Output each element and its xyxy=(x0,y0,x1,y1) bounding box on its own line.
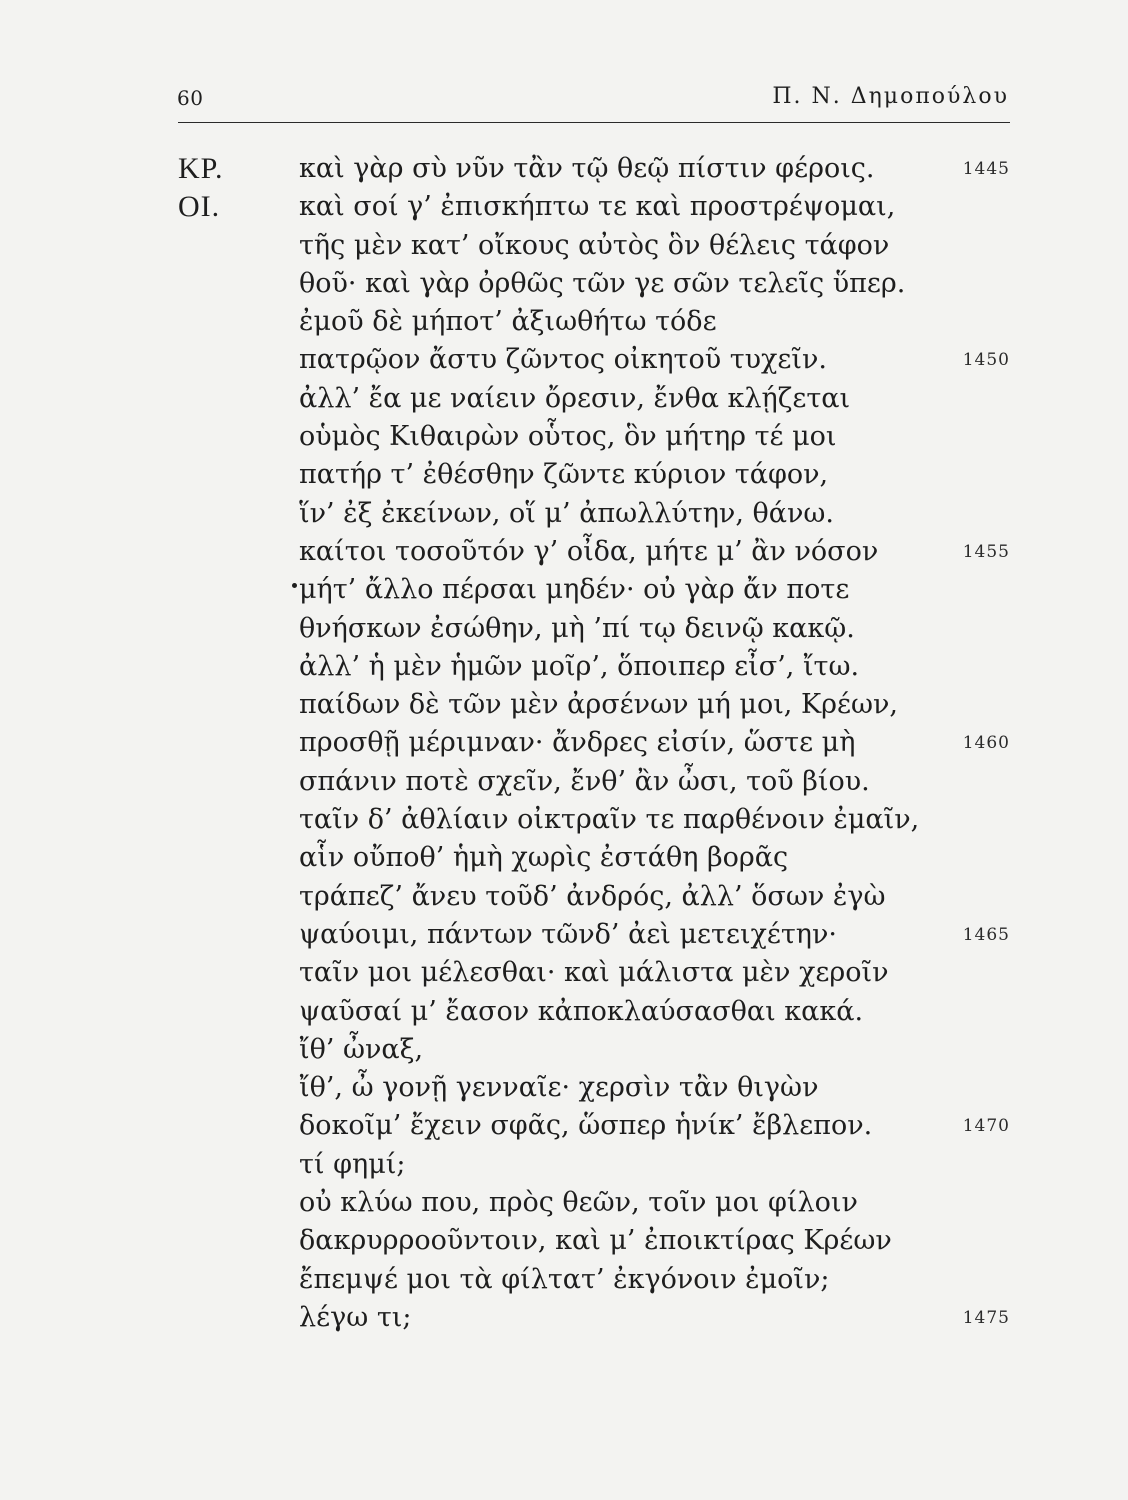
verse-text: καὶ σοί γ’ ἐπισκήπτω τε καὶ προστρέψομαι, xyxy=(299,191,896,223)
page-number: 60 xyxy=(177,86,204,110)
verse-line xyxy=(178,801,1010,839)
verse-line xyxy=(178,495,1010,533)
page-header xyxy=(177,80,1009,120)
verse-line xyxy=(178,1261,1010,1299)
verse-line xyxy=(178,878,1010,916)
verse-line xyxy=(178,839,1010,877)
speaker-label: ΟΙ. xyxy=(178,190,221,224)
verse-text: δακρυρροοῦντοιν, καὶ μ’ ἐποικτίρας Κρέων xyxy=(299,1225,892,1257)
verse-line xyxy=(178,916,1010,954)
verse-text: τί φημί; xyxy=(299,1148,406,1180)
verse-text: οὑμὸς Κιθαιρὼν οὗτος, ὃν μήτηρ τέ μοι xyxy=(299,421,837,453)
verse-line xyxy=(178,1299,1010,1337)
line-number: 1470 xyxy=(962,1116,1010,1137)
verse-line xyxy=(178,380,1010,418)
verse-text: αἷν οὔποθ’ ἡμὴ χωρὶς ἐστάθη βορᾶς xyxy=(299,842,789,874)
verse-text: ἀλλ’ ἡ μὲν ἡμῶν μοῖρ’, ὅποιπερ εἶσ’, ἴτω. xyxy=(299,650,860,682)
verse-line xyxy=(178,341,1010,379)
verse-text: ταῖν δ’ ἀθλίαιν οἰκτραῖν τε παρθένοιν ἐμαῖν, xyxy=(299,804,920,836)
running-head: Π. Ν. Δημοπούλου xyxy=(772,84,1009,109)
header-rule xyxy=(178,122,1010,123)
line-number: 1445 xyxy=(962,159,1010,179)
verse-text: λέγω τι; xyxy=(299,1301,412,1333)
verse-text: μήτ’ ἄλλο πέρσαι μηδέν· οὐ γὰρ ἄν ποτε xyxy=(299,574,850,606)
verse-line xyxy=(178,533,1010,571)
verse-text: θνήσκων ἐσώθην, μὴ ’πί τῳ δεινῷ κακῷ. xyxy=(299,612,855,644)
margin-dot-mark xyxy=(292,583,297,588)
verse-text: τῆς μὲν κατ’ οἴκους αὐτὸς ὃν θέλεις τάφον xyxy=(299,229,890,261)
verse-line xyxy=(178,686,1010,724)
verse-text: ταῖν μοι μέλεσθαι· καὶ μάλιστα μὲν χεροῖν xyxy=(299,957,889,989)
verse-line xyxy=(178,188,1010,226)
verse-text: πατρῷον ἄστυ ζῶντος οἰκητοῦ τυχεῖν. xyxy=(299,344,827,376)
verse-line xyxy=(178,724,1010,762)
verse-line xyxy=(178,954,1010,992)
verse-text: ἔπεμψέ μοι τὰ φίλτατ’ ἐκγόνοιν ἐμοῖν; xyxy=(299,1263,830,1295)
verse-block xyxy=(178,150,1010,1337)
verse-text: ἴθ’, ὦ γονῇ γενναῖε· χερσὶν τἂν θιγὼν xyxy=(299,1072,819,1104)
verse-text: καίτοι τοσοῦτόν γ’ οἶδα, μήτε μ’ ἂν νόσον xyxy=(299,535,879,567)
line-number: 1455 xyxy=(962,541,1010,562)
line-number: 1465 xyxy=(962,924,1010,945)
verse-line xyxy=(178,1222,1010,1260)
verse-text: οὐ κλύω που, πρὸς θεῶν, τοῖν μοι φίλοιν xyxy=(299,1187,858,1219)
verse-text: ἐμοῦ δὲ μήποτ’ ἀξιωθήτω τόδε xyxy=(299,306,717,338)
verse-text: πατήρ τ’ ἐθέσθην ζῶντε κύριον τάφον, xyxy=(299,459,829,491)
verse-text: τράπεζ’ ἄνευ τοῦδ’ ἀνδρός, ἀλλ’ ὅσων ἐγὼ xyxy=(299,880,886,912)
speaker-label: ΚΡ. xyxy=(178,152,224,185)
verse-text: θοῦ· καὶ γὰρ ὀρθῶς τῶν γε σῶν τελεῖς ὕπερ. xyxy=(299,267,906,299)
verse-line xyxy=(178,993,1010,1031)
line-number: 1460 xyxy=(962,733,1010,754)
verse-line xyxy=(178,1107,1010,1145)
verse-text: σπάνιν ποτὲ σχεῖν, ἔνθ’ ἂν ὦσι, τοῦ βίου. xyxy=(299,765,870,797)
verse-line xyxy=(178,150,1010,188)
verse-text: ἴθ’ ὦναξ, xyxy=(299,1033,424,1065)
verse-line xyxy=(178,610,1010,648)
verse-text: ἀλλ’ ἔα με ναίειν ὄρεσιν, ἔνθα κλῄζεται xyxy=(299,382,851,414)
verse-line xyxy=(178,1184,1010,1222)
verse-text: παίδων δὲ τῶν μὲν ἀρσένων μή μοι, Κρέων, xyxy=(299,689,898,721)
verse-text: ἵν’ ἐξ ἐκείνων, οἵ μ’ ἀπωλλύτην, θάνω. xyxy=(299,497,835,529)
verse-text: δοκοῖμ’ ἔχειν σφᾶς, ὥσπερ ἡνίκ’ ἔβλεπον. xyxy=(299,1110,873,1142)
verse-text: προσθῇ μέριμναν· ἄνδρες εἰσίν, ὥστε μὴ xyxy=(299,727,856,759)
verse-line xyxy=(178,763,1010,801)
verse-text: καὶ γὰρ σὺ νῦν τἂν τῷ θεῷ πίστιν φέροις. xyxy=(299,153,875,184)
verse-line xyxy=(178,1031,1010,1069)
verse-line xyxy=(178,265,1010,303)
verse-line xyxy=(178,648,1010,686)
verse-line xyxy=(178,571,1010,609)
verse-line xyxy=(178,456,1010,494)
verse-line xyxy=(178,303,1010,341)
line-number: 1450 xyxy=(962,350,1010,371)
verse-text: ψαύοιμι, πάντων τῶνδ’ ἀεὶ μετειχέτην· xyxy=(299,918,837,950)
verse-line xyxy=(178,1146,1010,1184)
verse-text: ψαῦσαί μ’ ἔασον κἀποκλαύσασθαι κακά. xyxy=(299,995,864,1027)
line-number: 1475 xyxy=(962,1307,1010,1328)
verse-line xyxy=(178,227,1010,265)
verse-line xyxy=(178,1069,1010,1107)
verse-line xyxy=(178,418,1010,456)
